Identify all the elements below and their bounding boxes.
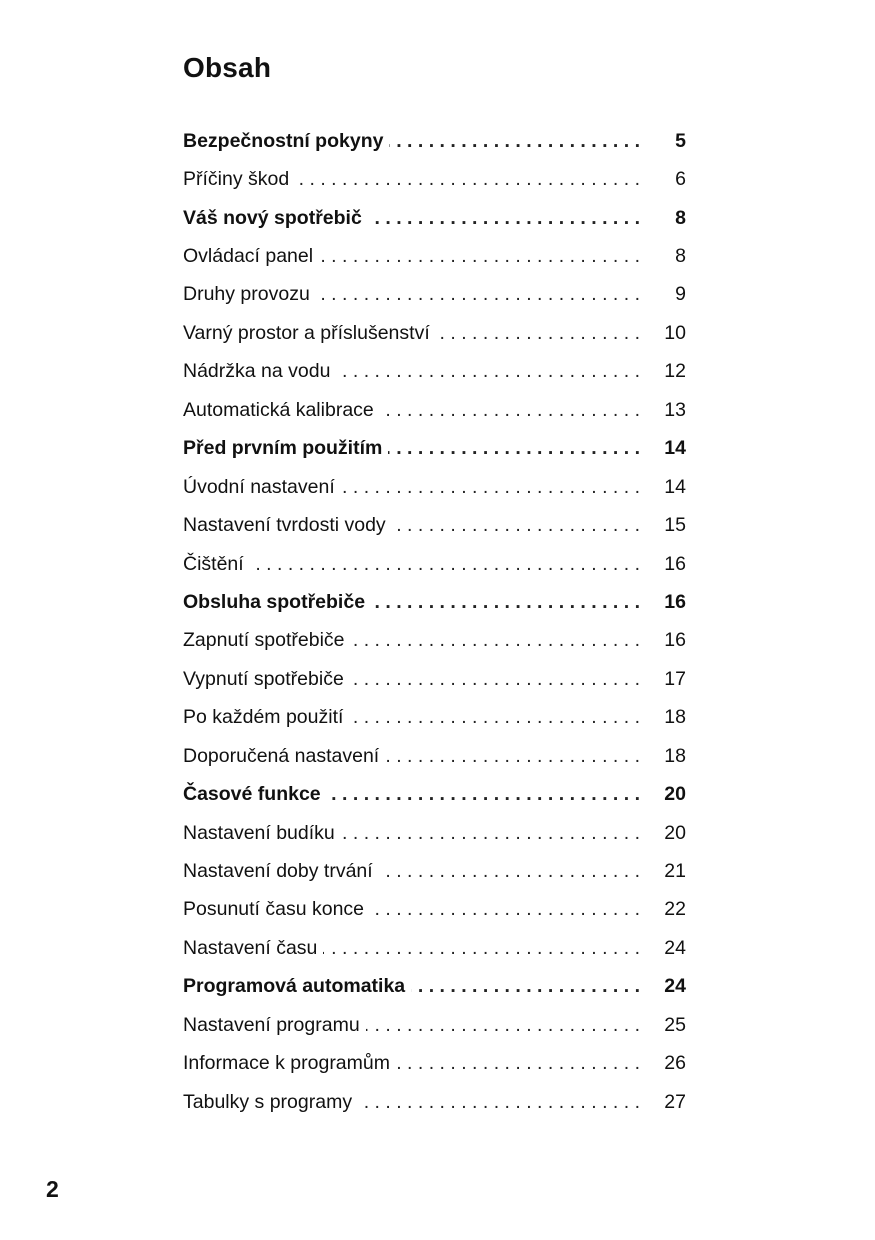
- toc-entry[interactable]: [183, 353, 686, 391]
- toc-dot-leader: [385, 745, 640, 768]
- toc-entry-label: Po každém použití: [183, 706, 344, 729]
- toc-entry-page: 25: [664, 1013, 686, 1036]
- toc-entry-label: Nastavení času: [183, 936, 318, 959]
- toc-entry-label: Nastavení programu: [183, 1013, 360, 1036]
- toc-entry-label: Programová automatika: [183, 975, 406, 998]
- toc-dot-leader: [349, 706, 640, 729]
- toc-dot-leader: [341, 822, 640, 845]
- toc-entry-page: 10: [664, 321, 686, 344]
- toc-section-entry[interactable]: [183, 430, 686, 468]
- toc-entry[interactable]: [183, 468, 686, 506]
- toc-entry[interactable]: [183, 1006, 686, 1044]
- toc-entry[interactable]: [183, 237, 686, 275]
- toc-entry-page: 14: [664, 475, 686, 498]
- toc-entry-label: Nastavení budíku: [183, 821, 335, 844]
- toc-section-entry[interactable]: [183, 583, 686, 621]
- toc-dot-leader: [358, 1091, 640, 1114]
- toc-entry-page: 20: [664, 783, 686, 806]
- toc-dot-leader: [436, 322, 640, 345]
- toc-entry-page: 18: [664, 744, 686, 767]
- toc-dot-leader: [370, 898, 640, 921]
- toc-entry-page: 21: [664, 860, 686, 883]
- toc-entry-label: Nastavení tvrdosti vody: [183, 514, 386, 537]
- toc-entry-label: Tabulky s programy: [183, 1090, 353, 1113]
- toc-entry[interactable]: [183, 699, 686, 737]
- toc-entry-label: Informace k programům: [183, 1052, 390, 1075]
- toc-section-entry[interactable]: [183, 122, 686, 160]
- toc-entry[interactable]: [183, 545, 686, 583]
- toc-entry-label: Ovládací panel: [183, 245, 314, 268]
- toc-dot-leader: [350, 668, 640, 691]
- toc-entry-label: Váš nový spotřebič: [183, 206, 362, 229]
- toc-entry[interactable]: [183, 391, 686, 429]
- toc-entry[interactable]: [183, 160, 686, 198]
- toc-dot-leader: [323, 937, 640, 960]
- toc-entry-page: 27: [664, 1090, 686, 1113]
- toc-entry-page: 18: [664, 706, 686, 729]
- toc-entry-page: 17: [664, 667, 686, 690]
- toc-entry-label: Nastavení doby trvání: [183, 860, 373, 883]
- toc-entry[interactable]: [183, 929, 686, 967]
- toc-dot-leader: [368, 207, 640, 230]
- toc-dot-leader: [295, 168, 640, 191]
- toc-entry-label: Před prvním použitím: [183, 437, 383, 460]
- toc-dot-leader: [379, 860, 640, 883]
- toc-dot-leader: [388, 437, 640, 460]
- toc-dot-leader: [327, 783, 640, 806]
- toc-entry[interactable]: [183, 814, 686, 852]
- toc-entry-label: Bezpečnostní pokyny: [183, 129, 384, 152]
- toc-entry-page: 20: [664, 821, 686, 844]
- toc-dot-leader: [366, 1014, 640, 1037]
- toc-dot-leader: [389, 130, 640, 153]
- toc-dot-leader: [336, 360, 640, 383]
- toc-entry-label: Zapnutí spotřebiče: [183, 629, 345, 652]
- toc-section-entry[interactable]: [183, 199, 686, 237]
- toc-dot-leader: [411, 975, 640, 998]
- toc-entry[interactable]: [183, 1083, 686, 1121]
- toc-entry[interactable]: [183, 276, 686, 314]
- toc-entry[interactable]: [183, 622, 686, 660]
- toc-entry[interactable]: [183, 1045, 686, 1083]
- toc-dot-leader: [316, 283, 640, 306]
- toc-entry-page: 13: [664, 398, 686, 421]
- toc-entry-label: Úvodní nastavení: [183, 475, 335, 498]
- toc-entry-page: 24: [664, 975, 686, 998]
- toc-dot-leader: [341, 476, 640, 499]
- toc-dot-leader: [380, 399, 640, 422]
- toc-entry-label: Čištění: [183, 552, 244, 575]
- toc-entry[interactable]: [183, 314, 686, 352]
- toc-entry[interactable]: [183, 891, 686, 929]
- toc-entry-page: 16: [664, 590, 686, 613]
- toc-entry-page: 8: [675, 245, 686, 268]
- toc-entry-label: Varný prostor a příslušenství: [183, 321, 430, 344]
- toc-entry-page: 26: [664, 1052, 686, 1075]
- toc-entry-page: 22: [664, 898, 686, 921]
- toc-section-entry[interactable]: [183, 775, 686, 813]
- toc-entry-label: Časové funkce: [183, 783, 321, 806]
- toc-entry-page: 15: [664, 514, 686, 537]
- toc-entry-label: Doporučená nastavení: [183, 744, 380, 767]
- toc-entry[interactable]: [183, 852, 686, 890]
- toc-dot-leader: [396, 1052, 640, 1075]
- toc-entry[interactable]: [183, 737, 686, 775]
- table-of-contents: [183, 122, 686, 1121]
- toc-dot-leader: [371, 591, 640, 614]
- toc-entry-page: 5: [675, 129, 686, 152]
- toc-dot-leader: [319, 245, 640, 268]
- toc-dot-leader: [351, 629, 640, 652]
- toc-entry[interactable]: [183, 660, 686, 698]
- toc-entry-label: Automatická kalibrace: [183, 398, 374, 421]
- toc-entry-page: 14: [664, 437, 686, 460]
- page-number: 2: [46, 1176, 59, 1202]
- toc-entry-label: Obsluha spotřebiče: [183, 590, 366, 613]
- toc-entry-page: 8: [675, 206, 686, 229]
- toc-section-entry[interactable]: [183, 968, 686, 1006]
- toc-entry-label: Druhy provozu: [183, 283, 310, 306]
- toc-entry-label: Příčiny škod: [183, 168, 290, 191]
- toc-dot-leader: [250, 553, 640, 576]
- toc-entry-page: 24: [664, 936, 686, 959]
- toc-entry-page: 16: [664, 552, 686, 575]
- toc-entry-label: Nádržka na vodu: [183, 360, 331, 383]
- page-title: Obsah: [183, 52, 272, 83]
- toc-entry-page: 16: [664, 629, 686, 652]
- toc-dot-leader: [392, 514, 640, 537]
- toc-entry-page: 6: [675, 168, 686, 191]
- toc-entry-label: Posunutí času konce: [183, 898, 365, 921]
- toc-entry-page: 12: [664, 360, 686, 383]
- toc-entry[interactable]: [183, 506, 686, 544]
- toc-entry-label: Vypnutí spotřebiče: [183, 667, 344, 690]
- toc-entry-page: 9: [675, 283, 686, 306]
